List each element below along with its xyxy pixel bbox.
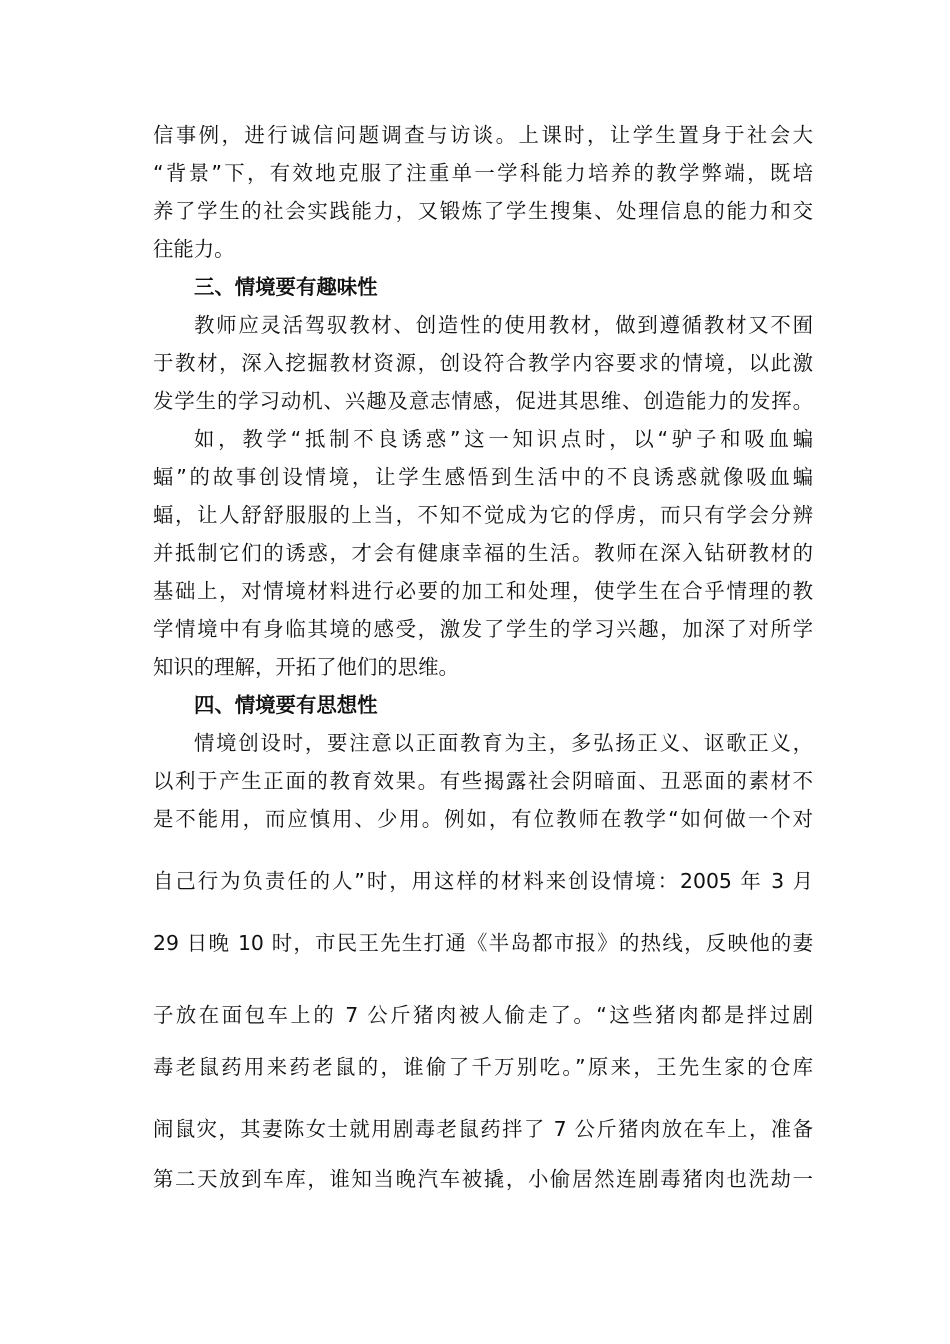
paragraph-line: 往能力。 [153, 237, 235, 261]
paragraph-line: 自己行为负责任的人”时，用这样的材料来创设情境：2005 年 3 月 [153, 869, 813, 893]
paragraph-line: “背景”下，有效地克服了注重单一学科能力培养的教学弊端，既培 [153, 161, 813, 185]
paragraph-line: 基础上，对情境材料进行必要的加工和处理，使学生在合乎情理的教 [153, 579, 813, 603]
paragraph-line: 蝠”的故事创设情境，让学生感悟到生活中的不良诱惑就像吸血蝙 [153, 465, 813, 489]
paragraph-line: 养了学生的社会实践能力，又锻炼了学生搜集、处理信息的能力和交 [153, 199, 813, 223]
section-heading-interest: 三、情境要有趣味性 [194, 275, 378, 299]
paragraph-line: 知识的理解，开拓了他们的思维。 [153, 655, 459, 679]
paragraph-line: 并抵制它们的诱惑，才会有健康幸福的生活。教师在深入钻研教材的 [153, 541, 813, 565]
paragraph-line: 情境创设时，要注意以正面教育为主，多弘扬正义、讴歌正义， [194, 731, 813, 755]
paragraph-line: 第二天放到车库，谁知当晚汽车被撬，小偷居然连剧毒猪肉也洗劫一 [153, 1167, 813, 1191]
paragraph-line: 以利于产生正面的教育效果。有些揭露社会阴暗面、丑恶面的素材不 [153, 769, 813, 793]
paragraph-line: 毒老鼠药用来药老鼠的，谁偷了千万别吃。”原来，王先生家的仓库 [153, 1055, 813, 1079]
paragraph-line: 于教材，深入挖掘教材资源，创设符合教学内容要求的情境，以此激 [153, 351, 813, 375]
paragraph-line: 发学生的学习动机、兴趣及意志情感，促进其思维、创造能力的发挥。 [153, 389, 813, 413]
paragraph-line: 教师应灵活驾驭教材、创造性的使用教材，做到遵循教材又不囿 [194, 313, 813, 337]
paragraph-line: 如，教学“抵制不良诱惑”这一知识点时，以“驴子和吸血蝙 [194, 427, 813, 451]
paragraph-line: 闹鼠灾，其妻陈女士就用剧毒老鼠药拌了 7 公斤猪肉放在车上，准备 [153, 1117, 813, 1141]
section-heading-thought: 四、情境要有思想性 [194, 693, 378, 717]
paragraph-line: 信事例，进行诚信问题调查与访谈。上课时，让学生置身于社会大 [153, 123, 813, 147]
paragraph-line: 29 日晚 10 时，市民王先生打通《半岛都市报》的热线，反映他的妻 [153, 931, 813, 955]
paragraph-line: 学情境中有身临其境的感受，激发了学生的学习兴趣，加深了对所学 [153, 617, 813, 641]
paragraph-line: 蝠，让人舒舒服服的上当，不知不觉成为它的俘虏，而只有学会分辨 [153, 503, 813, 527]
paragraph-line: 是不能用，而应慎用、少用。例如，有位教师在教学“如何做一个对 [153, 807, 813, 831]
paragraph-line: 子放在面包车上的 7 公斤猪肉被人偷走了。“这些猪肉都是拌过剧 [153, 1003, 813, 1027]
